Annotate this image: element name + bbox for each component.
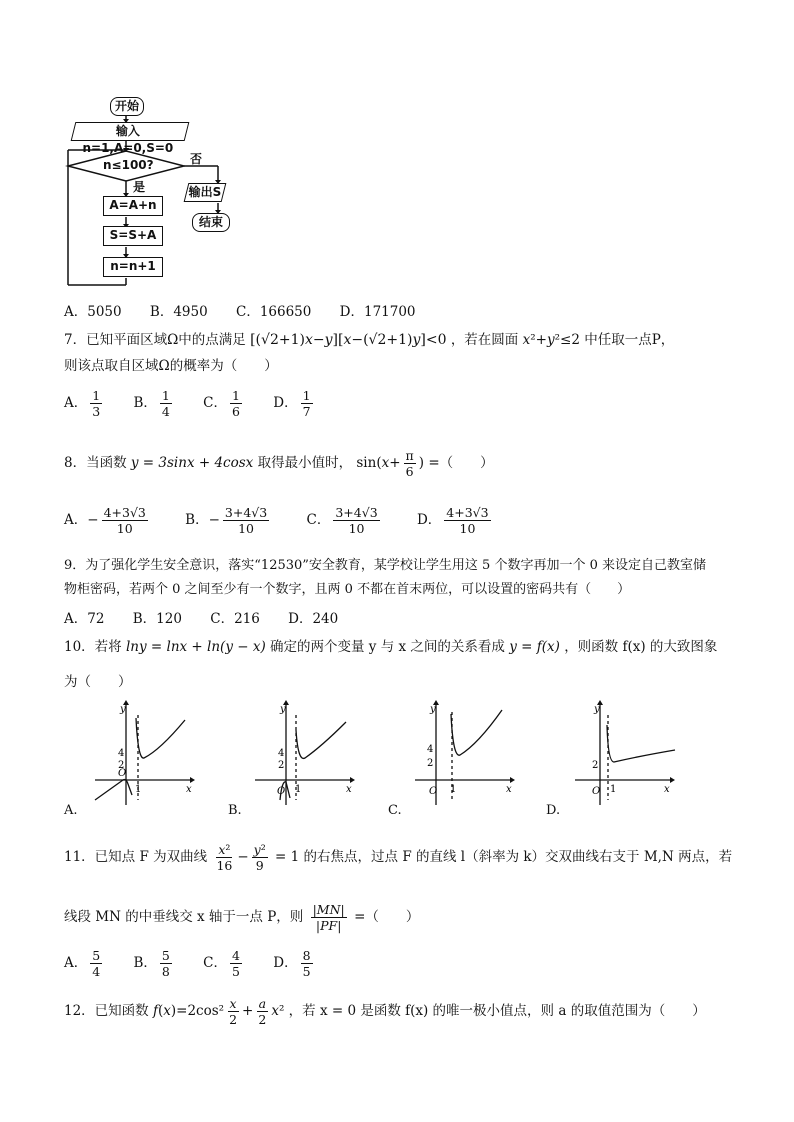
graph-b-x: x <box>346 784 352 795</box>
q11-option-d-den: 5 <box>302 964 311 979</box>
q7-inequality: [(√2+1)x−y][x−(√2+1)y]<0 <box>250 332 447 348</box>
q11-option-b-label: B． <box>133 955 157 971</box>
q11-option-c-label: C． <box>203 955 228 971</box>
q7-option-d <box>273 388 315 419</box>
q8-option-c <box>307 505 383 536</box>
q12-func: f(x)=2cos² $\frac{x}{2}$ + $\frac{a}{2}$ x² <box>152 996 285 1027</box>
q7-option-b <box>134 388 175 419</box>
q7-circle: x²+y²≤2 <box>522 332 580 348</box>
q7-option-b-label: B． <box>133 395 157 411</box>
q8-option-a-frac <box>102 505 148 536</box>
q7-option-a-den: 3 <box>92 404 101 419</box>
q7-option-d-num: 1 <box>302 388 311 403</box>
q11-option-d <box>273 948 315 979</box>
q6-options <box>64 300 440 320</box>
q8-option-c-frac <box>333 505 379 536</box>
q7-option-c <box>203 388 245 419</box>
graph-c-1: 1 <box>450 784 457 795</box>
q8-func: y = 3sinx + 4cosx <box>130 455 254 471</box>
q7-option-a <box>64 388 105 419</box>
q8-option-a-sign: − <box>87 512 99 528</box>
q9-option-b: B．120 <box>132 611 182 627</box>
q9-option-d: D．240 <box>288 611 339 627</box>
q10-line2: 为（ ） <box>64 674 132 690</box>
graph-c-x: x <box>506 784 512 795</box>
graph-d-2: 2 <box>592 760 599 771</box>
q10-prefix: 10．若将 <box>64 639 122 655</box>
graph-label-d: D. <box>546 803 561 818</box>
q11-option-d-label: D． <box>273 955 298 971</box>
q11-line2 <box>64 902 419 933</box>
q12-prefix: 12．已知函数 <box>64 1003 149 1019</box>
q11-option-b <box>134 948 175 979</box>
q9-options <box>64 607 362 627</box>
graph-b-4: 4 <box>278 748 285 759</box>
q8-mid: 取得最小值时， <box>257 455 353 471</box>
graph-c-4: 4 <box>427 744 434 755</box>
q8-option-d-label: D． <box>416 512 442 528</box>
q8-option-b-den: 10 <box>238 521 255 536</box>
flow-step-a: A=A+n <box>103 196 163 216</box>
graph-b-2: 2 <box>278 760 285 771</box>
q11-option-a <box>64 948 105 979</box>
q10-eq: lny = lnx + ln(y − x) <box>125 639 266 655</box>
q8-suffix: =（ ） <box>428 455 494 471</box>
q11-option-b-num: 5 <box>161 948 170 963</box>
q11-option-b-frac <box>160 948 172 979</box>
q11-eq-rhs: = 1 <box>275 849 300 865</box>
q7-option-c-den: 6 <box>232 404 240 419</box>
graph-b <box>250 700 360 810</box>
q10-line1 <box>64 637 717 657</box>
q11-option-a-frac <box>90 948 102 979</box>
graph-d-x: x <box>664 784 670 795</box>
graph-a-o: O <box>118 768 127 779</box>
q8-option-c-label: C． <box>306 512 331 528</box>
graph-a-y: y <box>120 704 126 715</box>
q8-option-b-frac <box>223 505 269 536</box>
graph-a-1: 1 <box>135 784 142 795</box>
graph-a <box>90 700 200 810</box>
q8-option-a <box>64 505 151 536</box>
graph-d <box>570 700 680 810</box>
q7-mid: ，若在圆面 <box>450 332 519 348</box>
flow-yes-label: 是 <box>133 180 146 194</box>
q8-option-b-num: 3+4√3 <box>224 505 268 520</box>
q10-mid: 确定的两个变量 y 与 x 之间的关系看成 <box>270 639 505 655</box>
q8-option-b-label: B． <box>185 512 209 528</box>
q7-line1 <box>64 330 674 350</box>
q7-suffix: 中任取一点P， <box>584 332 675 348</box>
q8-option-d-num: 4+3√3 <box>446 505 489 520</box>
q8-option-c-den: 10 <box>348 521 365 536</box>
q11-prefix: 11．已知点 F 为双曲线 <box>64 849 208 865</box>
q7-option-d-label: D． <box>273 395 298 411</box>
graph-d-o: O <box>592 786 601 797</box>
q11-options <box>64 948 340 979</box>
q10-fx: y = f(x) <box>509 639 560 655</box>
q11-line2-prefix: 线段 MN 的中垂线交 x 轴于一点 P，则 <box>64 909 304 925</box>
graph-b-y: y <box>280 704 286 715</box>
graph-label-b: B. <box>228 803 242 818</box>
q7-option-a-frac <box>90 388 102 419</box>
q12-mid: ，若 x = 0 是函数 f(x) 的唯一极小值点，则 a 的取值范围为（ ） <box>288 1003 706 1019</box>
q10-suffix: ，则函数 f(x) 的大致图象 <box>564 639 718 655</box>
graph-d-1: 1 <box>610 784 617 795</box>
q6-option-d: D．171700 <box>339 304 416 320</box>
q8-option-a-num: 4+3√3 <box>103 505 146 520</box>
q7-option-b-num: 1 <box>161 388 170 403</box>
graph-c-y: y <box>430 704 436 715</box>
graph-label-a: A. <box>64 803 78 818</box>
q8-option-a-label: A． <box>64 512 88 528</box>
q12-line <box>64 996 706 1027</box>
q8-prefix: 8．当函数 <box>64 455 127 471</box>
flow-end: 结束 <box>192 213 230 232</box>
flow-input <box>71 122 190 155</box>
q9-line1: 9．为了强化学生安全意识，落实“12530”安全教育，某学校让学生用这 5 个数字再加一个 0 来设定自己教室储 <box>64 558 706 573</box>
q7-option-c-frac <box>230 388 242 419</box>
q11-option-d-frac <box>301 948 313 979</box>
q7-option-d-frac <box>301 388 313 419</box>
flow-output-text: 输出S <box>188 185 222 199</box>
q11-line2-suffix: =（ ） <box>354 909 420 925</box>
q11-option-a-den: 4 <box>92 964 101 979</box>
flow-output <box>184 183 227 202</box>
graph-a-4: 4 <box>118 748 125 759</box>
q8-option-b-sign: − <box>208 512 220 528</box>
q11-option-c-num: 4 <box>232 948 240 963</box>
graph-d-y: y <box>594 704 600 715</box>
q7-option-c-label: C． <box>203 395 228 411</box>
flow-step-s: S=S+A <box>103 226 163 246</box>
q11-line1 <box>64 842 732 873</box>
flow-start: 开始 <box>110 97 144 116</box>
q8-option-c-num: 3+4√3 <box>335 505 378 520</box>
q11-option-a-label: A． <box>64 955 88 971</box>
q7-option-d-den: 7 <box>302 404 311 419</box>
graph-c <box>410 700 520 810</box>
q8-option-b <box>185 505 272 536</box>
q11-option-b-den: 8 <box>161 964 170 979</box>
q7-prefix: 7．已知平面区域Ω中的点满足 <box>64 332 246 348</box>
q9-option-a: A．72 <box>64 611 105 627</box>
q11-option-a-num: 5 <box>92 948 101 963</box>
q8-sin: sin(x+ $\frac{\pi}{6}$ ) <box>356 448 425 479</box>
graph-b-o: O <box>277 786 286 797</box>
graph-a-2: 2 <box>118 760 125 771</box>
q6-option-a: A．5050 <box>64 304 122 320</box>
q7-option-c-num: 1 <box>232 388 240 403</box>
q11-option-c <box>203 948 245 979</box>
q9-option-c: C．216 <box>210 611 260 627</box>
q11-mid: 的右焦点，过点 F 的直线 l（斜率为 k）交双曲线右支于 M,N 两点，若 <box>303 849 733 865</box>
q8-option-a-den: 10 <box>116 521 133 536</box>
q7-option-a-label: A． <box>64 395 88 411</box>
q8-option-d-frac <box>444 505 490 536</box>
flow-no-label: 否 <box>190 152 203 166</box>
graph-c-2: 2 <box>427 758 434 769</box>
q6-option-b: B．4950 <box>149 304 208 320</box>
q11-hyperbola: $\frac{\text{x²}}{16}$ − $\frac{\text{y²}}{9}$ <box>216 842 266 873</box>
q8-option-d-den: 10 <box>459 521 476 536</box>
q11-option-c-frac <box>230 948 242 979</box>
q7-options <box>64 388 340 419</box>
flow-condition: n≤100? <box>103 158 154 172</box>
graph-b-1: 1 <box>295 784 302 795</box>
q8-options <box>64 505 518 536</box>
q8-option-d <box>417 505 494 536</box>
q7-option-b-den: 4 <box>161 404 170 419</box>
q8-line <box>64 448 494 479</box>
q7-option-a-num: 1 <box>92 388 101 403</box>
graph-label-c: C. <box>388 803 402 818</box>
q7-option-b-frac <box>160 388 172 419</box>
q6-option-c: C．166650 <box>235 304 312 320</box>
graph-a-x: x <box>186 784 192 795</box>
q11-option-d-num: 8 <box>302 948 311 963</box>
graph-c-o: O <box>429 786 438 797</box>
q7-line2: 则该点取自区域Ω的概率为（ ） <box>64 358 278 374</box>
q11-option-c-den: 5 <box>232 964 240 979</box>
q9-line2: 物柜密码，若两个 0 之间至少有一个数字，且两 0 不都在首末两位，可以设置的密码共有（ ） <box>64 582 631 597</box>
q11-ratio: $\frac{|MN|}{|PF|}$ <box>312 902 345 933</box>
flow-input-text: 输入n=1,A=0,S=0 <box>82 124 174 155</box>
flow-step-n: n=n+1 <box>103 257 163 277</box>
